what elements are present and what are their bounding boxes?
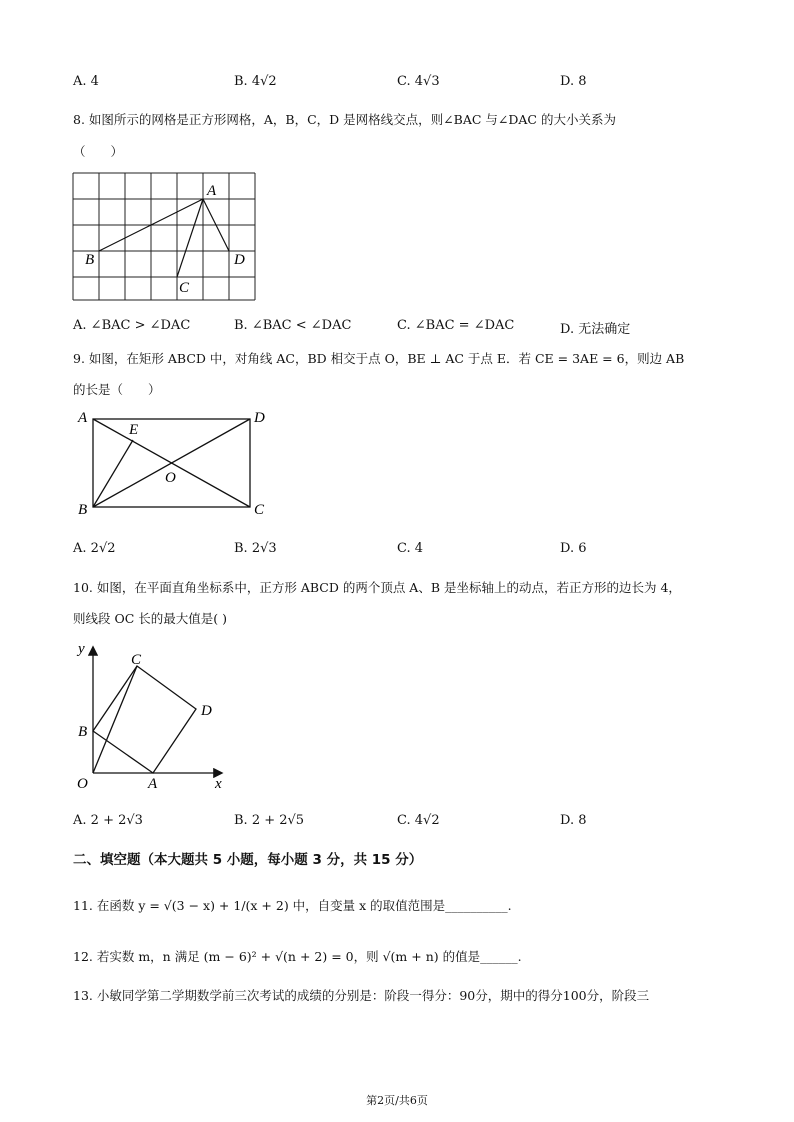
q7-option-a: A. 4 xyxy=(73,74,99,89)
q10-label-x: x xyxy=(215,776,222,792)
q7-option-d: D. 8 xyxy=(560,74,587,89)
q8-label-a: A xyxy=(207,183,217,199)
q8-grid-figure xyxy=(68,168,264,306)
q10-label-a: A xyxy=(148,776,158,792)
q12-stem: 12. 若实数 m，n 满足 (m − 6)² + √(n + 2) = 0，则 √(m + n) 的值是______. xyxy=(73,949,522,964)
q10-label-o: O xyxy=(77,776,88,792)
q7-option-c: C. 4√3 xyxy=(397,74,440,89)
q8-stem-line2: （ ） xyxy=(73,144,124,159)
q9-label-o: O xyxy=(165,470,176,486)
q9-stem-line1: 9. 如图，在矩形 ABCD 中，对角线 AC，BD 相交于点 O，BE ⊥ AC 于点 E．若 CE = 3AE = 6，则边 AB xyxy=(73,351,685,366)
q10-label-c: C xyxy=(131,652,142,668)
q9-option-c: C. 4 xyxy=(397,541,424,556)
q9-option-a: A. 2√2 xyxy=(73,541,116,556)
q8-option-d: D. 无法确定 xyxy=(560,322,631,337)
q13-stem: 13. 小敏同学第二学期数学前三次考试的成绩的分别是：阶段一得分：90分，期中的得分100分，阶段三 xyxy=(73,988,650,1003)
q9-label-d: D xyxy=(254,410,265,426)
q8-option-a: A. ∠BAC > ∠DAC xyxy=(73,318,191,333)
q8-label-c: C xyxy=(179,280,190,296)
q8-option-b: B. ∠BAC < ∠DAC xyxy=(234,318,352,333)
q8-label-b: B xyxy=(85,252,95,268)
q10-option-d: D. 8 xyxy=(560,813,587,828)
q9-segment-be xyxy=(93,440,133,507)
q10-option-b: B. 2 + 2√5 xyxy=(234,813,305,828)
q10-option-c: C. 4√2 xyxy=(397,813,440,828)
q10-coordinate-figure xyxy=(73,636,233,796)
q10-label-d: D xyxy=(201,703,212,719)
q10-label-y: y xyxy=(78,641,85,657)
q10-option-a: A. 2 + 2√3 xyxy=(73,813,143,828)
q9-label-a: A xyxy=(78,410,88,426)
q9-option-b: B. 2√3 xyxy=(234,541,277,556)
q9-label-e: E xyxy=(129,422,139,438)
q9-option-d: D. 6 xyxy=(560,541,587,556)
q9-rectangle-figure xyxy=(73,405,273,520)
q9-stem-line2: 的长是（ ） xyxy=(73,382,161,397)
q10-stem-line2: 则线段 OC 长的最大值是( ) xyxy=(73,611,227,626)
q9-label-b: B xyxy=(78,502,88,518)
q10-stem-line1: 10. 如图，在平面直角坐标系中，正方形 ABCD 的两个顶点 A、B 是坐标轴上的动点，若正方形的边长为 4， xyxy=(73,580,681,595)
q10-label-b: B xyxy=(78,724,88,740)
q8-stem-line1: 8. 如图所示的网格是正方形网格，A，B，C，D 是网格线交点，则∠BAC 与∠DAC 的大小关系为 xyxy=(73,112,616,127)
section-heading-fill-in: 二、填空题（本大题共 5 小题，每小题 3 分，共 15 分） xyxy=(73,852,423,868)
q9-label-c: C xyxy=(254,502,265,518)
q8-label-d: D xyxy=(234,252,245,268)
q7-option-b: B. 4√2 xyxy=(234,74,277,89)
q10-square-abcd xyxy=(93,666,196,773)
q8-option-c: C. ∠BAC = ∠DAC xyxy=(397,318,515,333)
q11-stem: 11. 在函数 y = √(3 − x) + 1/(x + 2) 中，自变量 x 的取值范围是__________. xyxy=(73,898,512,913)
page-footer: 第2页/共6页 xyxy=(366,1094,428,1107)
